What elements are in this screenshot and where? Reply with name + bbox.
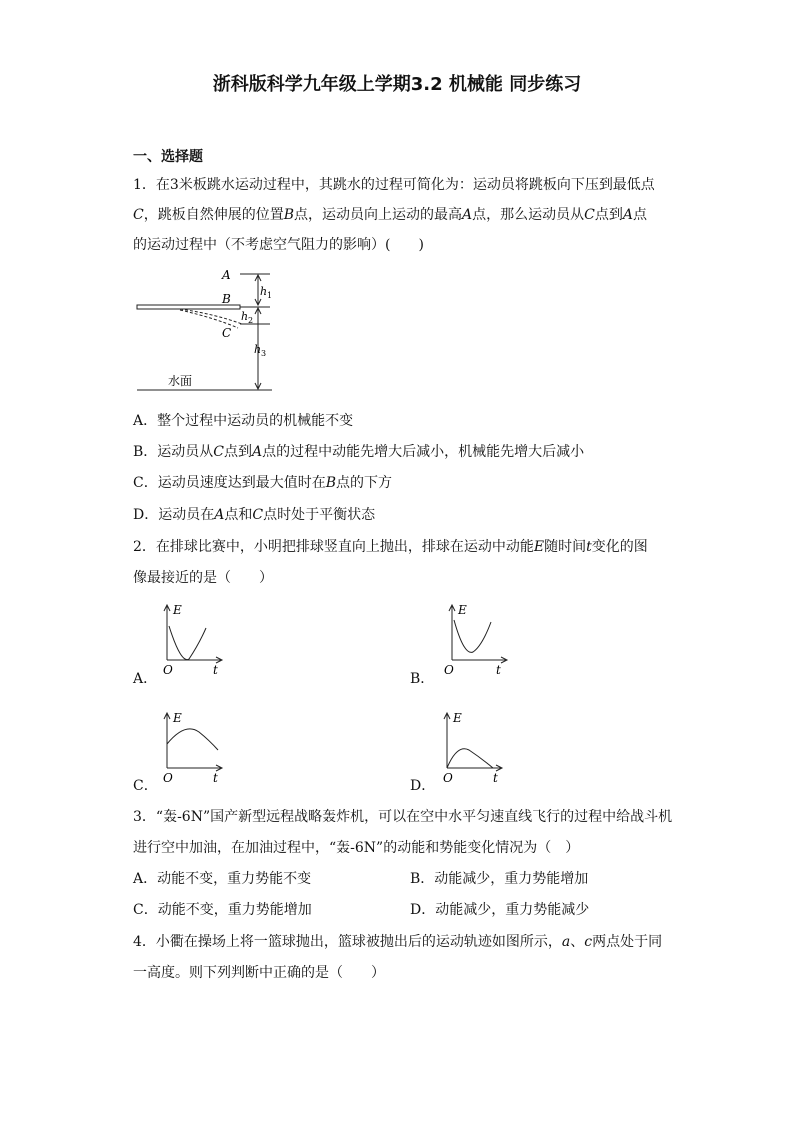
page-title: 浙科版科学九年级上学期3.2 机械能 同步练习 xyxy=(212,74,582,95)
label-b: B xyxy=(222,292,231,306)
graph-c-option-letter: C． xyxy=(133,778,158,794)
text: 点 xyxy=(632,207,647,223)
q1-line-3: 的运动过程中（不考虑空气阻力的影响）( ) xyxy=(133,237,424,253)
label-h2-sub: 2 xyxy=(248,316,254,325)
label-t: t xyxy=(496,663,501,677)
text: 变化的图 xyxy=(591,539,648,555)
text: B．运动员从 xyxy=(133,444,214,460)
label-o: O xyxy=(444,663,454,677)
q3-option-c: C．动能不变，重力势能增加 xyxy=(133,902,312,918)
label-o: O xyxy=(443,771,453,785)
text: ，跳板自然伸展的位置 xyxy=(143,207,284,223)
text: 随时间 xyxy=(544,539,587,555)
label-e: E xyxy=(453,711,462,725)
label-a: A xyxy=(222,268,231,282)
label-o: O xyxy=(163,771,173,785)
curve xyxy=(167,729,218,750)
var: A xyxy=(462,207,473,223)
curve xyxy=(447,749,493,768)
text: 、 xyxy=(570,934,585,950)
q1-option-d xyxy=(133,504,375,524)
text: D．运动员在 xyxy=(133,507,215,523)
var: A xyxy=(622,207,633,223)
q3-line-2: 进行空中加油，在加油过程中，“轰-6N”的动能和势能变化情况为（ ） xyxy=(133,840,580,856)
q1-option-a: A．整个过程中运动员的机械能不变 xyxy=(133,413,354,429)
q1-option-c xyxy=(133,472,392,492)
text: 点的过程中动能先增大后减小，机械能先增大后减小 xyxy=(262,444,585,460)
q4-line-1 xyxy=(133,931,662,951)
label-t: t xyxy=(213,663,218,677)
q3-option-b: B．动能减少，重力势能增加 xyxy=(410,871,589,887)
var: t xyxy=(586,539,592,555)
q1-line-1: 1．在3米板跳水运动过程中，其跳水的过程可简化为：运动员将跳板向下压到最低点 xyxy=(133,177,655,193)
graph-a-option-letter: A． xyxy=(133,671,158,687)
label-h3-sub: 3 xyxy=(261,349,267,358)
var: A xyxy=(214,507,225,523)
text: 点时处于平衡状态 xyxy=(263,507,376,523)
text: 点和 xyxy=(224,507,253,523)
var: C xyxy=(584,207,595,223)
graph-b xyxy=(440,600,520,680)
label-water: 水面 xyxy=(168,374,193,388)
label-t: t xyxy=(213,771,218,785)
var: a xyxy=(561,934,571,950)
q1-line-2 xyxy=(133,204,647,224)
label-e: E xyxy=(173,603,182,617)
text: 点，运动员向上运动的最高 xyxy=(294,207,463,223)
label-h2: h xyxy=(241,310,249,323)
var: A xyxy=(252,444,263,460)
graph-b-option-letter: B． xyxy=(410,671,435,687)
text: 2．在排球比赛中，小明把排球竖直向上抛出，排球在运动中动能 xyxy=(133,539,534,555)
var: B xyxy=(283,207,295,223)
section-heading: 一、选择题 xyxy=(133,149,203,165)
label-h1: h xyxy=(260,285,268,298)
text: 4．小衢在操场上将一篮球抛出，篮球被抛出后的运动轨迹如图所示， xyxy=(133,934,562,950)
label-e: E xyxy=(458,603,467,617)
label-o: O xyxy=(163,663,173,677)
bent-board-dashed xyxy=(180,309,242,324)
var: C xyxy=(252,507,264,523)
text: C．运动员速度达到最大值时在 xyxy=(133,475,326,491)
var: c xyxy=(584,934,593,950)
var: E xyxy=(533,539,545,555)
curve xyxy=(454,620,491,652)
text: 点到 xyxy=(224,444,253,460)
text: 点到 xyxy=(594,207,623,223)
text: 两点处于同 xyxy=(592,934,663,950)
q3-option-a: A．动能不变，重力势能不变 xyxy=(133,871,312,887)
label-t: t xyxy=(493,771,498,785)
q2-line-2: 像最接近的是（ ） xyxy=(133,570,273,586)
label-c: C xyxy=(222,326,232,340)
q3-line-1: 3．“轰-6N”国产新型远程战略轰炸机，可以在空中水平匀速直线飞行的过程中给战斗机 xyxy=(133,809,673,825)
graph-d xyxy=(435,708,515,788)
var: C xyxy=(133,207,144,223)
q2-line-1 xyxy=(133,536,648,556)
var: C xyxy=(213,444,225,460)
q3-option-d: D．动能减少，重力势能减少 xyxy=(410,902,590,918)
q4-line-2: 一高度。则下列判断中正确的是（ ） xyxy=(133,965,385,981)
diving-board-figure xyxy=(130,262,280,397)
graph-d-option-letter: D． xyxy=(410,778,436,794)
label-h1-sub: 1 xyxy=(267,291,273,300)
label-e: E xyxy=(173,711,182,725)
label-h3: h xyxy=(254,343,262,356)
var: B xyxy=(325,475,337,491)
text: 点的下方 xyxy=(336,475,393,491)
graph-c xyxy=(155,708,235,788)
curve xyxy=(169,626,206,660)
graph-a xyxy=(155,600,235,680)
q1-option-b xyxy=(133,441,584,461)
text: 点，那么运动员从 xyxy=(472,207,585,223)
